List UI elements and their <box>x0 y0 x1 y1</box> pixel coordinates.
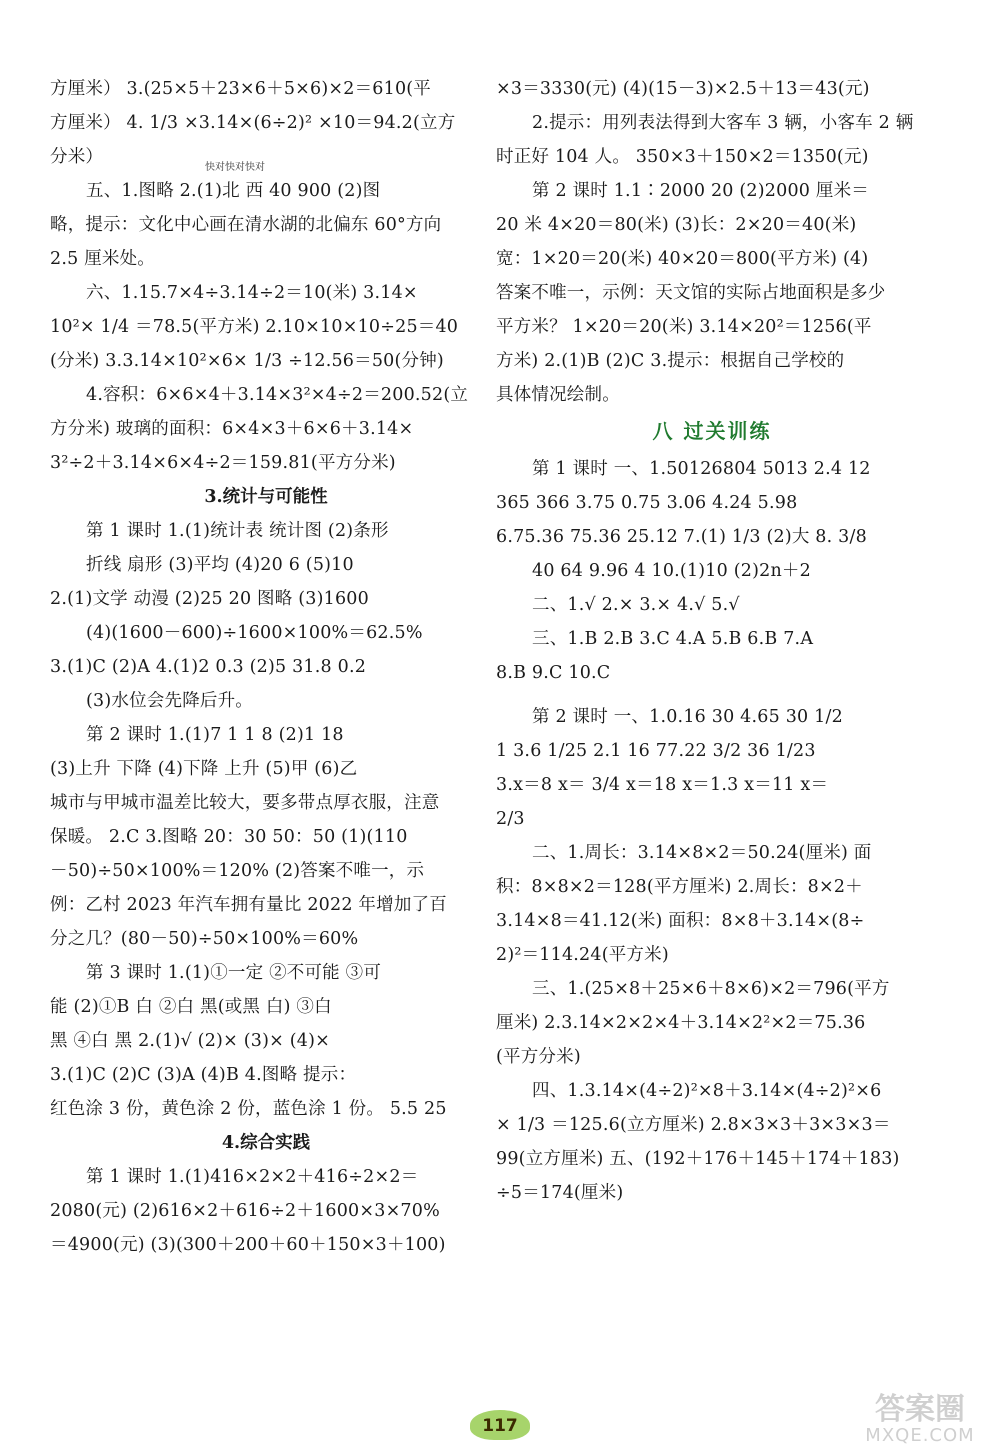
text-line: 三、1.(25×8＋25×6＋8×6)×2＝796(平方 <box>532 979 890 999</box>
text-line: 例：乙村 2023 年汽车拥有量比 2022 年增加了百 <box>50 895 447 915</box>
text-line: 方分米) 玻璃的面积：6×4×3＋6×6＋3.14× <box>50 419 414 439</box>
text-line: 宽：1×20＝20(米) 40×20＝800(平方米) (4) <box>496 249 869 269</box>
text-line: 方厘米） 4. 1/3 ×3.14×(6÷2)² ×10＝94.2(立方 <box>50 113 456 133</box>
text-line: 折线 扇形 (3)平均 (4)20 6 (5)10 <box>86 555 354 575</box>
page-number: 117 <box>470 1410 530 1440</box>
text-line: (3)上升 下降 (4)下降 上升 (5)甲 (6)乙 <box>50 759 358 779</box>
section-heading: 3.统计与可能性 <box>204 487 328 507</box>
text-line: (4)(1600－600)÷1600×100%＝62.5% <box>86 623 423 643</box>
text-line: 答案不唯一，示例：天文馆的实际占地面积是多少 <box>496 283 886 303</box>
unit-heading: 八 过关训练 <box>652 419 772 443</box>
text-line: 分米） <box>50 147 104 167</box>
text-line: 10²× 1/4 ＝78.5(平方米) 2.10×10×10÷25＝40 <box>50 317 459 337</box>
text-line: 第 2 课时 1.(1)7 1 1 8 (2)1 18 <box>86 725 344 745</box>
text-line: 3²÷2＋3.14×6×4÷2＝159.81(平方分米) <box>50 453 396 473</box>
text-line: 平方米？ 1×20＝20(米) 3.14×20²＝1256(平 <box>496 317 872 337</box>
text-line: 略，提示：文化中心画在清水湖的北偏东 60°方向 <box>50 215 442 235</box>
text-line: (3)水位会先降后升。 <box>86 691 253 711</box>
text-line: 保暖。 2.C 3.图略 20：30 50：50 (1)(110 <box>50 827 408 847</box>
text-line: ÷5＝174(厘米) <box>496 1183 624 1203</box>
text-line: 第 2 课时 1.1∶2000 20 (2)2000 厘米＝ <box>532 181 869 201</box>
text-line: ×3＝3330(元) (4)(15－3)×2.5＋13＝43(元) <box>496 79 870 99</box>
text-line: 时正好 104 人。 350×3＋150×2＝1350(元) <box>496 147 869 167</box>
text-line: 能 (2)①B 白 ②白 黑(或黑 白) ③白 <box>50 997 332 1017</box>
text-line: －50)÷50×100%＝120% (2)答案不唯一，示 <box>50 861 425 881</box>
text-line: 方米) 2.(1)B (2)C 3.提示：根据自己学校的 <box>496 351 845 371</box>
text-line: 三、1.B 2.B 3.C 4.A 5.B 6.B 7.A <box>532 629 814 649</box>
text-line: 2.提示：用列表法得到大客车 3 辆，小客车 2 辆 <box>532 113 914 133</box>
left-column <box>50 76 482 1266</box>
text-line: (分米) 3.3.14×10²×6× 1/3 ÷12.56＝50(分钟) <box>50 351 444 371</box>
text-line: 2.(1)文学 动漫 (2)25 20 图略 (3)1600 <box>50 589 369 609</box>
text-line: 二、1.周长：3.14×8×2＝50.24(厘米) 面 <box>532 843 872 863</box>
text-line: 8.B 9.C 10.C <box>496 663 611 683</box>
text-line: (平方分米) <box>496 1047 581 1067</box>
text-line: 厘米) 2.3.14×2×2×4＋3.14×2²×2＝75.36 <box>496 1013 866 1033</box>
section-heading: 4.综合实践 <box>221 1133 311 1153</box>
text-line: 3.14×8＝41.12(米) 面积：8×8＋3.14×(8÷ <box>496 911 865 931</box>
text-line: 第 3 课时 1.(1)①一定 ②不可能 ③可 <box>86 963 382 983</box>
handwritten-scribble: 快对快对快对 <box>205 162 265 173</box>
text-line: 具体情况绘制。 <box>496 385 620 405</box>
text-line: × 1/3 ＝125.6(立方厘米) 2.8×3×3＋3×3×3＝ <box>496 1115 891 1135</box>
text-line: 黑 ④白 黑 2.(1)√ (2)× (3)× (4)× <box>50 1031 330 1051</box>
text-line: 365 366 3.75 0.75 3.06 4.24 5.98 <box>496 493 798 513</box>
text-line: 4.容积：6×6×4＋3.14×3²×4÷2＝200.52(立 <box>86 385 469 405</box>
text-line: 3.(1)C (2)A 4.(1)2 0.3 (2)5 31.8 0.2 <box>50 657 367 677</box>
text-line: ＝4900(元) (3)(300＋200＋60＋150×3＋100) <box>50 1235 446 1255</box>
text-line: 城市与甲城市温差比较大，要多带点厚衣服，注意 <box>50 793 440 813</box>
right-column <box>496 76 928 1214</box>
watermark-domain: MXQE.COM <box>865 1425 975 1446</box>
text-line: 3.(1)C (2)C (3)A (4)B 4.图略 提示： <box>50 1065 357 1085</box>
text-line: 2.5 厘米处。 <box>50 249 155 269</box>
text-line: 五、1.图略 2.(1)北 西 40 900 (2)图 <box>86 181 381 201</box>
text-line: 方厘米） 3.(25×5＋23×6＋5×6)×2＝610(平 <box>50 79 432 99</box>
text-line: 第 1 课时 1.(1)统计表 统计图 (2)条形 <box>86 521 389 541</box>
text-line: 6.75.36 75.36 25.12 7.(1) 1/3 (2)大 8. 3/8 <box>496 527 867 547</box>
text-line: 1 3.6 1/25 2.1 16 77.22 3/2 36 1/23 <box>496 741 816 761</box>
text-line: 3.x＝8 x＝ 3/4 x＝18 x＝1.3 x＝11 x＝ <box>496 775 829 795</box>
watermark-text: 答案圈 <box>875 1392 965 1427</box>
text-line: 第 1 课时 1.(1)416×2×2＋416÷2×2＝ <box>86 1167 419 1187</box>
text-line: 积：8×8×2＝128(平方厘米) 2.周长：8×2＋ <box>496 877 863 897</box>
text-line: 红色涂 3 份，黄色涂 2 份，蓝色涂 1 份。 5.5 25 <box>50 1099 447 1119</box>
watermark-logo <box>850 1394 990 1450</box>
text-line: 六、1.15.7×4÷3.14÷2＝10(米) 3.14× <box>86 283 418 303</box>
text-line: 2/3 <box>496 809 525 829</box>
text-line: 2080(元) (2)616×2＋616÷2＋1600×3×70% <box>50 1201 440 1221</box>
text-line: 四、1.3.14×(4÷2)²×8＋3.14×(4÷2)²×6 <box>532 1081 882 1101</box>
text-line: 99(立方厘米) 五、(192＋176＋145＋174＋183) <box>496 1149 900 1169</box>
text-line: 二、1.√ 2.× 3.× 4.√ 5.√ <box>532 595 740 615</box>
text-line: 40 64 9.96 4 10.(1)10 (2)2n＋2 <box>532 561 811 581</box>
text-line: 分之几？(80－50)÷50×100%＝60% <box>50 929 359 949</box>
text-line: 第 2 课时 一、1.0.16 30 4.65 30 1/2 <box>532 707 843 727</box>
text-line: 20 米 4×20＝80(米) (3)长：2×20＝40(米) <box>496 215 857 235</box>
text-line: 2)²＝114.24(平方米) <box>496 945 669 965</box>
text-line: 第 1 课时 一、1.50126804 5013 2.4 12 <box>532 459 871 479</box>
